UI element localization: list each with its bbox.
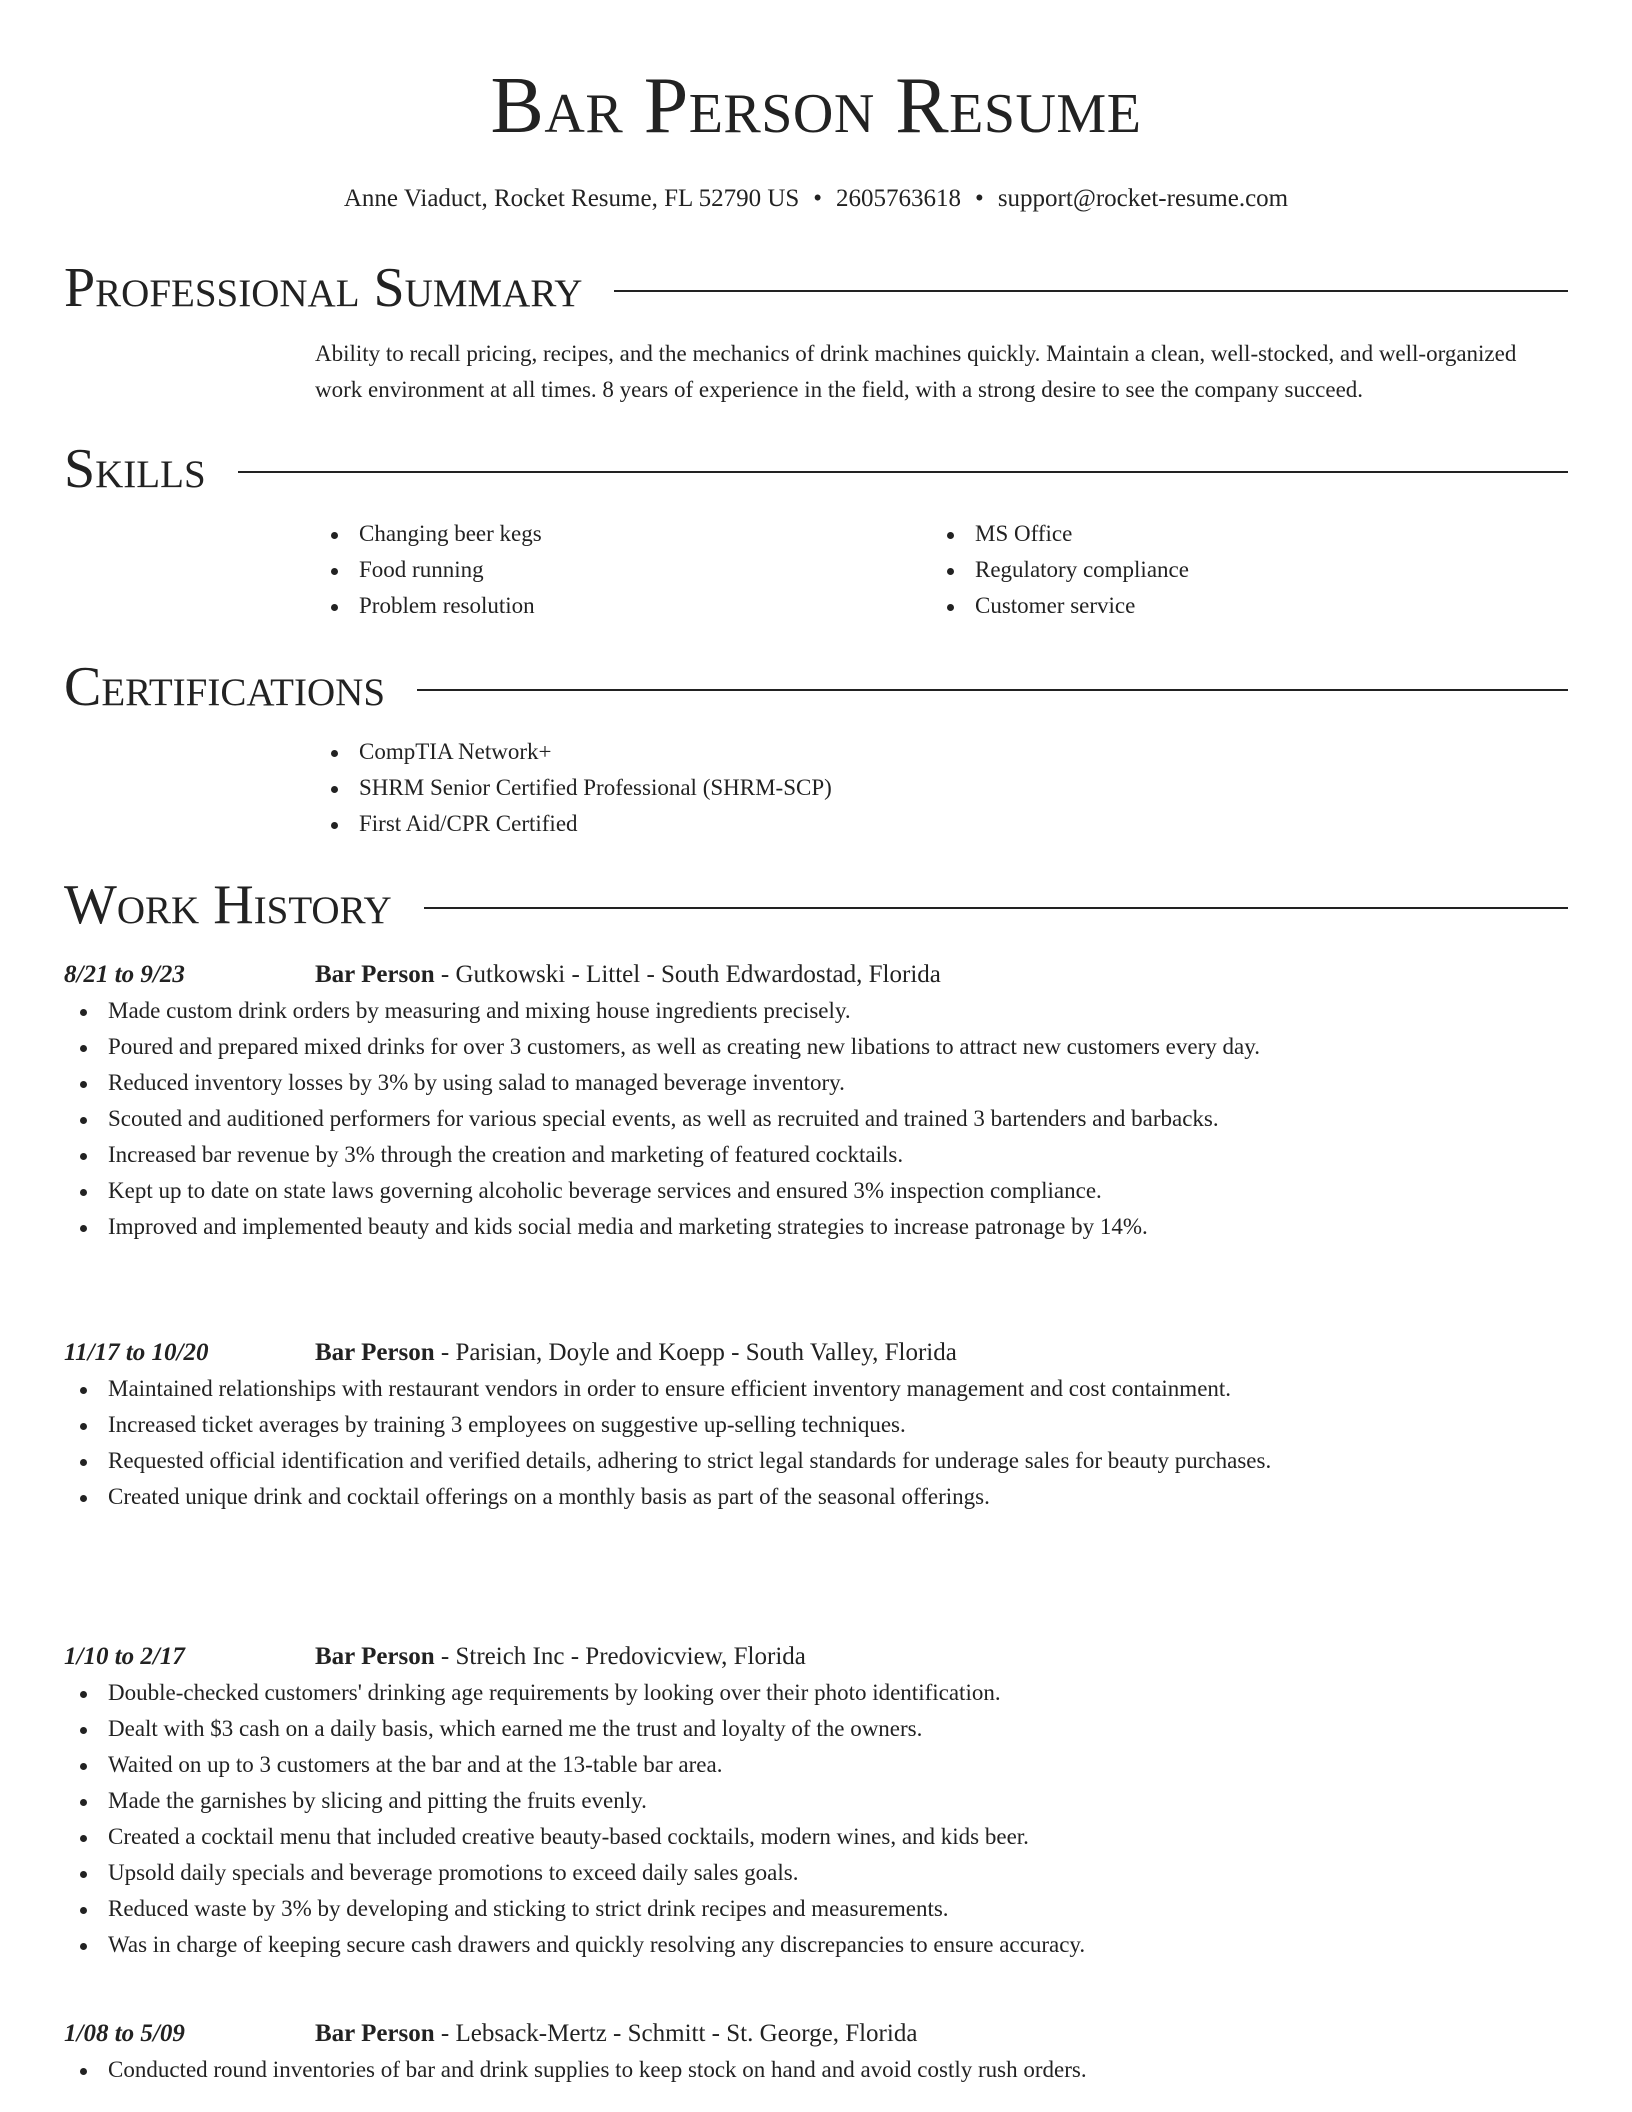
- job-title-line: [315, 1335, 957, 1371]
- list-item: First Aid/CPR Certified: [315, 806, 1568, 842]
- job-title-line: [315, 2016, 917, 2052]
- contact-phone: 2605763618: [836, 185, 962, 212]
- job-employer: - Lebsack-Mertz - Schmitt - St. George, Florida: [434, 2020, 918, 2047]
- list-item: Made the garnishes by slicing and pitting the fruits evenly.: [64, 1783, 1568, 1819]
- list-item: Increased bar revenue by 3% through the creation and marketing of featured cocktails.: [64, 1137, 1568, 1173]
- section-divider: [417, 689, 1568, 691]
- certifications-heading: Certifications: [64, 656, 386, 718]
- certifications-body: [315, 734, 1568, 842]
- contact-address: Anne Viaduct, Rocket Resume, FL 52790 US: [343, 185, 800, 212]
- job-bullets: [64, 1675, 1568, 1963]
- list-item: SHRM Senior Certified Professional (SHRM-SCP): [315, 770, 1568, 806]
- job-dates: 1/08 to 5/09: [64, 2020, 185, 2047]
- resume-title: Bar Person Resume: [490, 62, 1142, 150]
- section-divider: [614, 290, 1568, 292]
- list-item: Made custom drink orders by measuring and mixing house ingredients precisely.: [64, 993, 1568, 1029]
- section-divider: [238, 471, 1568, 473]
- list-item: Dealt with $3 cash on a daily basis, which earned me the trust and loyalty of the owners.: [64, 1711, 1568, 1747]
- list-item: Created a cocktail menu that included creative beauty-based cocktails, modern wines, and kids beer.: [64, 1819, 1568, 1855]
- skills-heading-row: [64, 439, 1568, 499]
- work-history-section: [64, 875, 1568, 935]
- contact-separator: •: [975, 185, 984, 212]
- summary-text: Ability to recall pricing, recipes, and the mechanics of drink machines quickly. Maintain a clean, well-stocked, and well-organized work environment at all times. 8 years of experience in the field, with a strong desire to see the company succeed.: [315, 341, 1517, 402]
- contact-separator: •: [813, 185, 823, 212]
- list-item: Food running: [315, 552, 931, 588]
- summary-heading-row: [64, 258, 1568, 318]
- job-header: [64, 957, 1568, 993]
- list-item: Conducted round inventories of bar and drink supplies to keep stock on hand and avoid costly rush orders.: [64, 2052, 1568, 2088]
- list-item: CompTIA Network+: [315, 734, 1568, 770]
- job-dates: 8/21 to 9/23: [64, 961, 185, 988]
- job-header: [64, 2016, 1568, 2052]
- job-bullets: [64, 2052, 1568, 2088]
- section-divider: [424, 907, 1568, 909]
- list-item: Created unique drink and cocktail offerings on a monthly basis as part of the seasonal offerings.: [64, 1479, 1568, 1515]
- list-item: Customer service: [931, 588, 1547, 624]
- list-item: Kept up to date on state laws governing alcoholic beverage services and ensured 3% inspection compliance.: [64, 1173, 1568, 1209]
- skills-list-left: [315, 516, 931, 624]
- contact-line: [64, 185, 1568, 213]
- list-item: Poured and prepared mixed drinks for over 3 customers, as well as creating new libations to attract new customers every day.: [64, 1029, 1568, 1065]
- summary-heading: Professional Summary: [64, 257, 583, 319]
- summary-section: [64, 258, 1568, 408]
- certifications-section: [64, 657, 1568, 842]
- job-entry: [64, 957, 1568, 1245]
- list-item: Maintained relationships with restaurant vendors in order to ensure efficient inventory management and cost containment.: [64, 1371, 1568, 1407]
- job-entry: [64, 1639, 1568, 1963]
- certifications-list: [315, 734, 1568, 842]
- job-header: [64, 1639, 1568, 1675]
- skills-heading: Skills: [64, 438, 206, 500]
- job-dates: 11/17 to 10/20: [64, 1339, 209, 1366]
- list-item: Reduced waste by 3% by developing and sticking to strict drink recipes and measurements.: [64, 1891, 1568, 1927]
- list-item: Increased ticket averages by training 3 employees on suggestive up-selling techniques.: [64, 1407, 1568, 1443]
- job-role: Bar Person: [315, 1339, 435, 1366]
- resume-page: [64, 0, 1568, 2082]
- job-employer: - Parisian, Doyle and Koepp - South Valley, Florida: [434, 1339, 957, 1366]
- work-heading-row: [64, 875, 1568, 935]
- list-item: Problem resolution: [315, 588, 931, 624]
- job-employer: - Streich Inc - Predovicview, Florida: [434, 1643, 806, 1670]
- list-item: Double-checked customers' drinking age requirements by looking over their photo identification.: [64, 1675, 1568, 1711]
- list-item: Was in charge of keeping secure cash drawers and quickly resolving any discrepancies to ensure accuracy.: [64, 1927, 1568, 1963]
- job-bullets: [64, 993, 1568, 1245]
- job-employer: - Gutkowski - Littel - South Edwardostad, Florida: [434, 961, 941, 988]
- job-header: [64, 1335, 1568, 1371]
- job-dates: 1/10 to 2/17: [64, 1643, 185, 1670]
- job-title-line: [315, 1639, 806, 1675]
- list-item: Improved and implemented beauty and kids social media and marketing strategies to increase patronage by 14%.: [64, 1209, 1568, 1245]
- skills-columns: [315, 516, 1568, 624]
- job-entry: [64, 2016, 1568, 2088]
- list-item: Changing beer kegs: [315, 516, 931, 552]
- job-entry: [64, 1335, 1568, 1515]
- list-item: Regulatory compliance: [931, 552, 1547, 588]
- list-item: Upsold daily specials and beverage promotions to exceed daily sales goals.: [64, 1855, 1568, 1891]
- list-item: Reduced inventory losses by 3% by using salad to managed beverage inventory.: [64, 1065, 1568, 1101]
- job-role: Bar Person: [315, 1643, 435, 1670]
- job-role: Bar Person: [315, 2020, 435, 2047]
- list-item: Waited on up to 3 customers at the bar and at the 13-table bar area.: [64, 1747, 1568, 1783]
- certifications-heading-row: [64, 657, 1568, 717]
- list-item: Requested official identification and verified details, adhering to strict legal standards for underage sales for beauty purchases.: [64, 1443, 1568, 1479]
- list-item: MS Office: [931, 516, 1547, 552]
- work-heading: Work History: [64, 874, 392, 936]
- skills-list-right: [931, 516, 1547, 624]
- skills-section: [64, 439, 1568, 624]
- job-bullets: [64, 1371, 1568, 1515]
- job-role: Bar Person: [315, 961, 435, 988]
- list-item: Scouted and auditioned performers for various special events, as well as recruited and trained 3 bartenders and barbacks.: [64, 1101, 1568, 1137]
- contact-email: support@rocket-resume.com: [997, 185, 1289, 212]
- job-title-line: [315, 957, 941, 993]
